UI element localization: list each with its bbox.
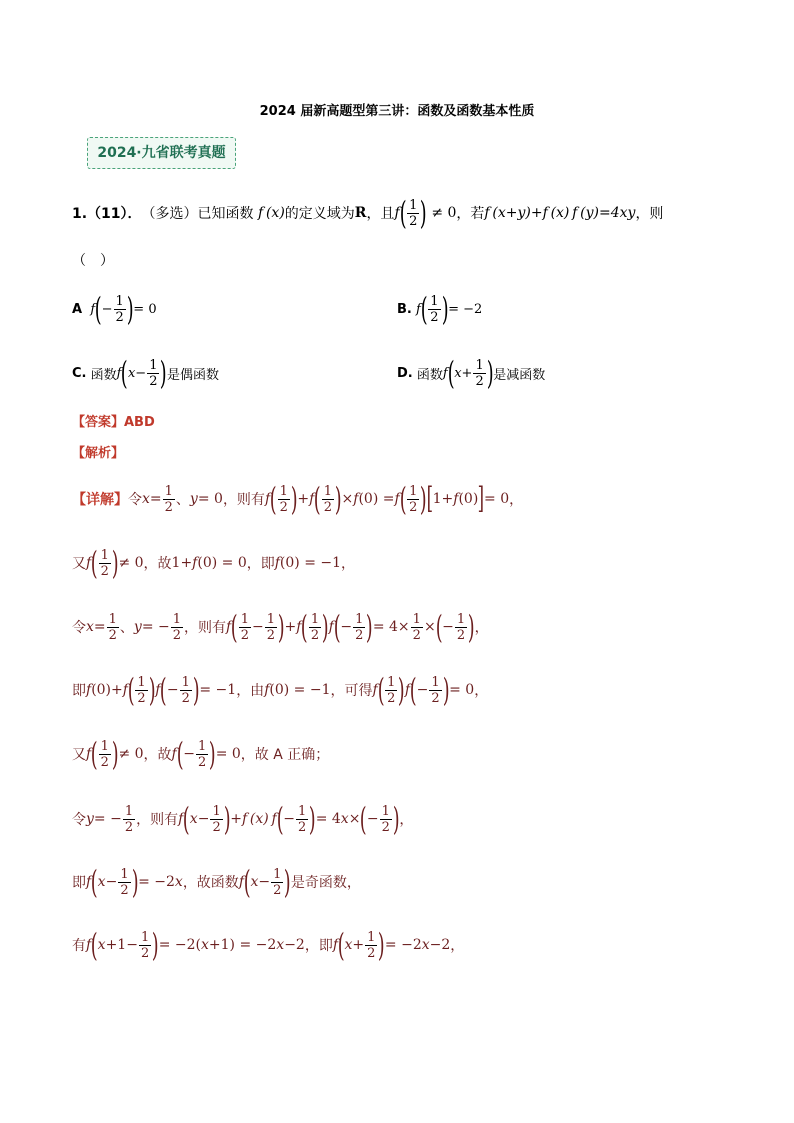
math-neq: ≠ 0 [426, 205, 457, 221]
detail-label: 【详解】 [72, 492, 128, 508]
question-line: 1.（11）． （多选）已知函数 f (x) 的定义域为 R ，且 f ( $\frac{1}{2}$ ) ≠ 0 ，若 f (x+y)+f (x) f (y)=4xy ，则 [72, 194, 664, 232]
step-2: 又 f ( $\frac{1}{2}$ ) ≠ 0 ，故 1+ f (0) = 0 ，即 f (0) = −1 ， [72, 544, 356, 582]
question-number: 1.（11）． [72, 206, 142, 222]
analysis-label: 【解析】 [72, 446, 125, 461]
step-6: 令 y = − $\frac{1}{2}$ ，则有 f ( x − $\frac{1}{2}$ ) + f (x) f ( − $\frac{1}{2}$ ) = 4 x × ( − $\frac{1}{2}$ ) ， [72, 800, 414, 838]
option-d: D. 函数 f ( x + $\frac{1}{2}$ ) 是减函数 [397, 354, 546, 392]
option-b-label: B. [397, 301, 412, 317]
step-8: 有 f ( x +1− $\frac{1}{2}$ ) = −2( x +1) = −2 x −2 ，即 f ( x + $\frac{1}{2}$ ) = −2 x −2 ， [72, 926, 465, 964]
section-badge: 2024·九省联考真题 [87, 137, 236, 169]
step-4: 即 f (0)+ f ( $\frac{1}{2}$ ) f ( − $\frac{1}{2}$ ) = −1 ，由 f (0) = −1 ，可得 f ( $\frac{1}{2}$ ) f ( − $\frac{1}{2}$ ) = 0 ， [72, 671, 489, 709]
answer-label: 【答案】ABD [72, 415, 155, 430]
question-and: ，且 [366, 206, 395, 222]
step-1: 【详解】 令 x = $\frac{1}{2}$ 、 y = 0 ，则有 f ( $\frac{1}{2}$ ) + f ( $\frac{1}{2}$ ) × f (0) = f ( $\frac{1}{2}$ ) [ 1+ f (0) ] = 0 ， [72, 480, 524, 518]
step-7: 即 f ( x − $\frac{1}{2}$ ) = −2 x ，故函数 f ( x − $\frac{1}{2}$ ) 是奇函数， [72, 863, 361, 901]
math-condition: f (x+y)+f (x) f (y)=4xy [484, 205, 636, 221]
real-set: R [354, 205, 367, 221]
math-f: f [394, 205, 400, 221]
question-then: ，则 [635, 206, 664, 222]
answer-blank: （ ） [72, 253, 114, 269]
step-3: 令 x = $\frac{1}{2}$ 、 y = − $\frac{1}{2}$ ，则有 f ( $\frac{1}{2}$ − $\frac{1}{2}$ ) + f ( $\frac{1}{2}$ ) f ( − $\frac{1}{2}$ ) = 4× $\frac{1}{2}$ × ( − $\frac{1}{2}$ ) ， [72, 608, 489, 646]
option-c-label: C. [72, 365, 87, 381]
option-d-label: D. [397, 365, 413, 381]
option-a-label: A [72, 301, 83, 317]
question-if: ，若 [456, 206, 485, 222]
math-fx: f (x) [253, 205, 285, 221]
option-c: C. 函数 f ( x − $\frac{1}{2}$ ) 是偶函数 [72, 354, 219, 392]
option-b: B. f ( $\frac{1}{2}$ ) = −2 [397, 290, 483, 328]
option-a: A f ( − $\frac{1}{2}$ ) = 0 [72, 290, 157, 328]
question-domain-text: 的定义域为 [284, 206, 355, 222]
question-type: （多选）已知函数 [141, 206, 254, 222]
page-title: 2024 届新高题型第三讲：函数及函数基本性质 [259, 104, 535, 119]
step-5: 又 f ( $\frac{1}{2}$ ) ≠ 0 ，故 f ( − $\frac{1}{2}$ ) = 0 ，故 A 正确； [72, 735, 330, 773]
